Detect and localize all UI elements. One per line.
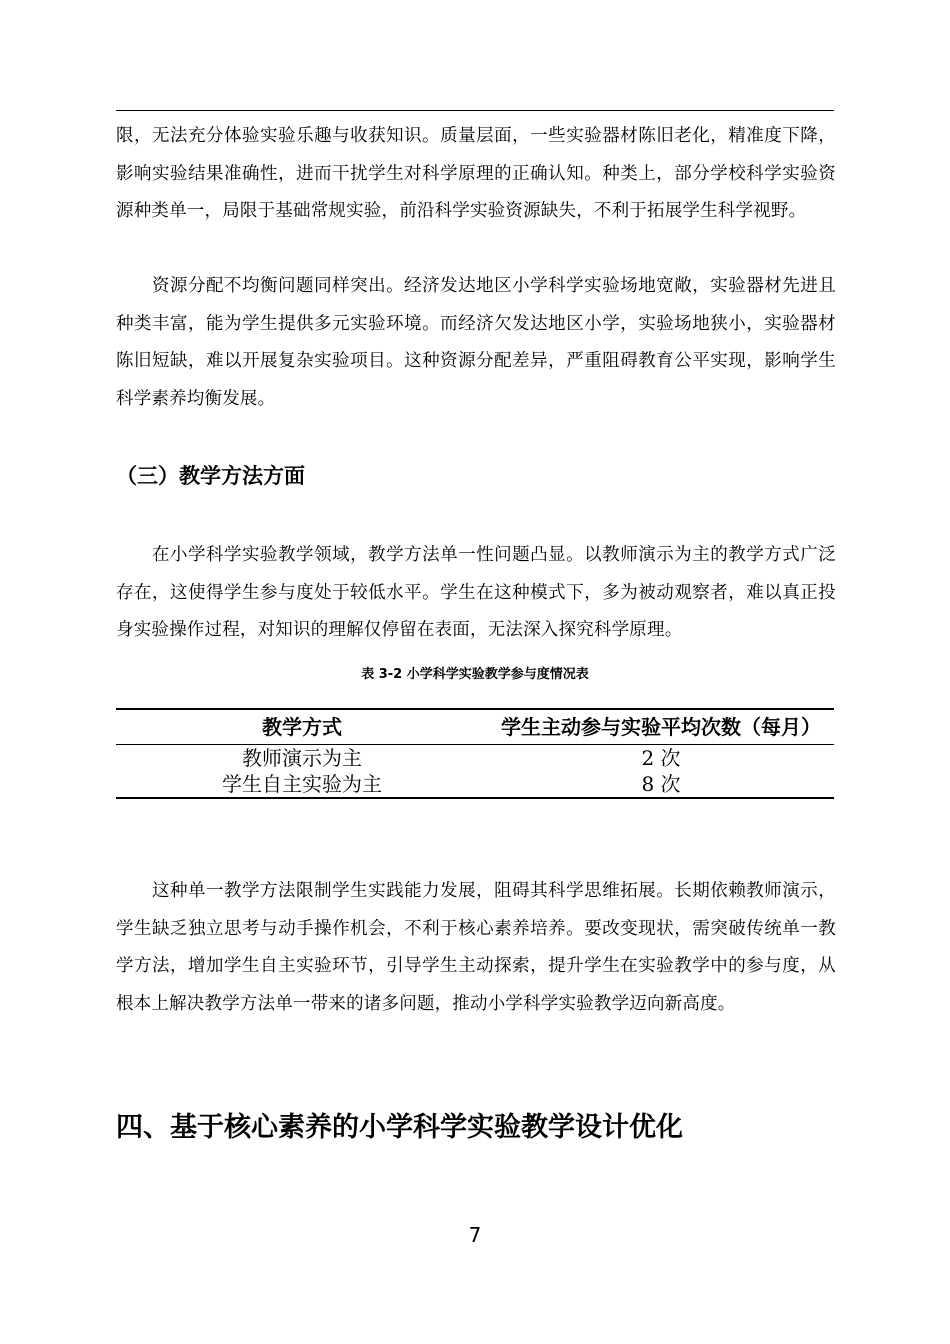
table-row — [116, 771, 834, 798]
table-row — [116, 745, 834, 772]
chapter-heading: 四、基于核心素养的小学科学实验教学设计优化 — [116, 1112, 683, 1143]
table-header-row — [116, 709, 834, 745]
table-cell-frequency: 2 次 — [641, 746, 681, 770]
table-header-frequency: 学生主动参与实验平均次数（每月） — [488, 709, 834, 745]
header-rule — [116, 110, 834, 111]
body-paragraph-2: 资源分配不均衡问题同样突出。经济发达地区小学科学实验场地宽敞，实验器材先进且种类丰富，能为学生提供多元实验环境。而经济欠发达地区小学，实验场地狭小，实验器材陈旧短缺，难以开展复杂实验项目。这种资源分配差异，严重阻碍教育公平实现，影响学生科学素养均衡发展。 — [116, 276, 836, 409]
table-cell-method: 学生自主实验为主 — [116, 771, 488, 798]
table-caption: 表 3-2 小学科学实验教学参与度情况表 — [361, 667, 589, 682]
table-header-method: 教学方式 — [116, 709, 488, 745]
body-paragraph-1: 限，无法充分体验实验乐趣与收获知识。质量层面，一些实验器材陈旧老化，精准度下降，影响实验结果准确性，进而干扰学生对科学原理的正确认知。种类上，部分学校科学实验资源种类单一，局限于基础常规实验，前沿科学实验资源缺失，不利于拓展学生科学视野。 — [116, 126, 836, 221]
table-cell-method: 教师演示为主 — [242, 746, 362, 770]
participation-table — [116, 708, 834, 799]
table-cell-frequency: 8 次 — [488, 771, 834, 798]
body-paragraph-3: 在小学科学实验教学领域，教学方法单一性问题凸显。以教师演示为主的教学方式广泛存在，这使得学生参与度处于较低水平。学生在这种模式下，多为被动观察者，难以真正投身实验操作过程，对知识的理解仅停留在表面，无法深入探究科学原理。 — [116, 545, 836, 640]
section-heading: （三）教学方法方面 — [116, 464, 305, 488]
body-paragraph-4: 这种单一教学方法限制学生实践能力发展，阻碍其科学思维拓展。长期依赖教师演示，学生缺乏独立思考与动手操作机会，不利于核心素养培养。要改变现状，需突破传统单一教学方法，增加学生自主实验环节，引导学生主动探索，提升学生在实验教学中的参与度，从根本上解决教学方法单一带来的诸多问题，推动小学科学实验教学迈向新高度。 — [116, 881, 836, 1014]
page-number: 7 — [468, 1223, 482, 1247]
